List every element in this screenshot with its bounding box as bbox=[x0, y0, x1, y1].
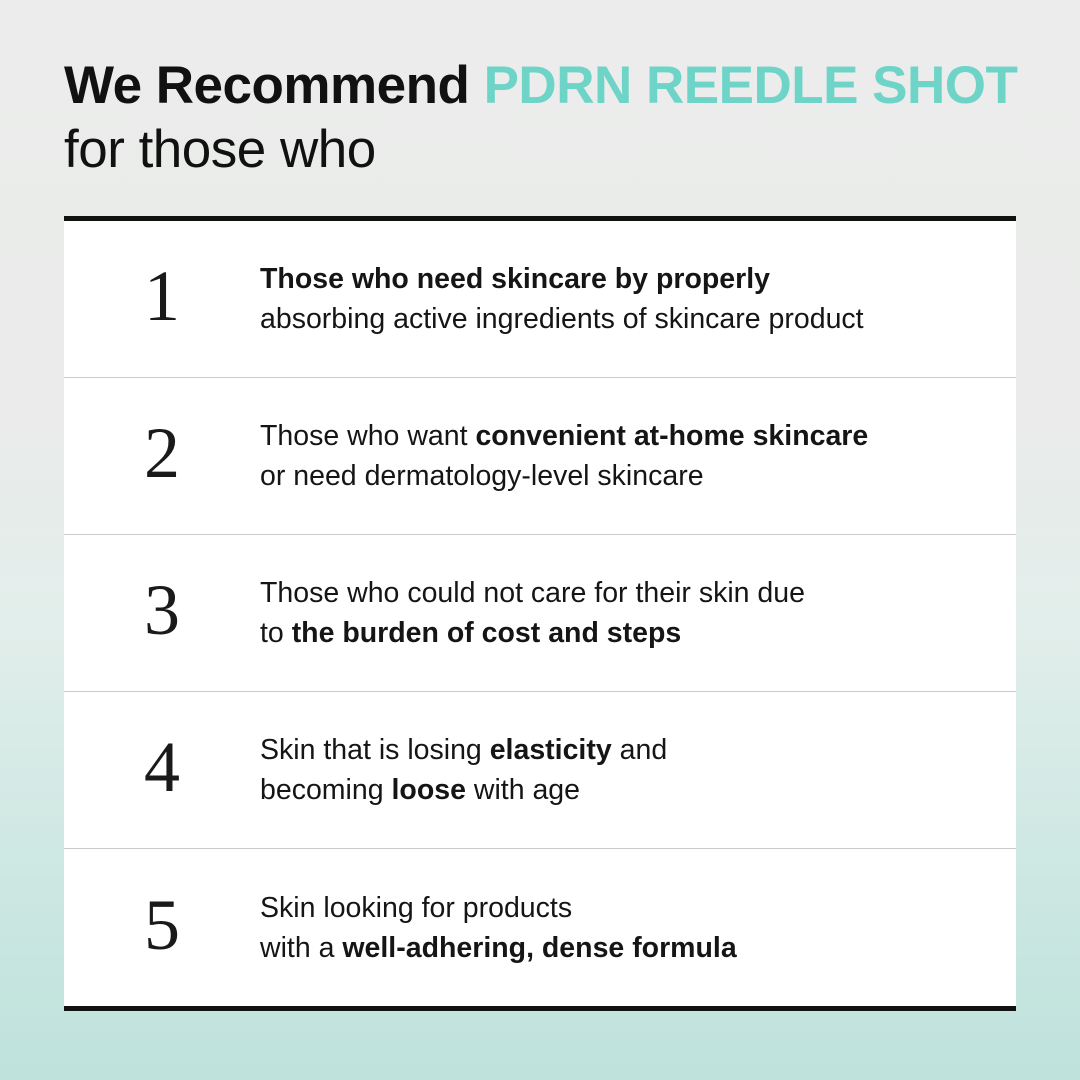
emphasis-text: well-adhering, dense formula bbox=[342, 931, 737, 964]
list-item bbox=[64, 221, 1016, 378]
list-item-line bbox=[260, 573, 992, 613]
plain-text: to bbox=[260, 617, 292, 649]
emphasis-text: elasticity bbox=[489, 734, 612, 766]
plain-text: becoming bbox=[260, 774, 392, 806]
list-item-line bbox=[260, 770, 992, 810]
plain-text: with age bbox=[465, 774, 581, 806]
list-item-line bbox=[260, 259, 992, 299]
title-accent: PDRN REEDLE SHOT bbox=[483, 56, 1018, 115]
list-item-text bbox=[260, 730, 1016, 810]
list-item bbox=[64, 692, 1016, 849]
list-item-number: 5 bbox=[144, 884, 180, 965]
list-item bbox=[64, 849, 1016, 1006]
list-item-line bbox=[260, 456, 992, 496]
plain-text: and bbox=[611, 734, 668, 766]
list-item-text bbox=[260, 416, 1016, 496]
plain-text: Those who want bbox=[260, 420, 476, 452]
page-title bbox=[64, 54, 1044, 182]
list-item-line bbox=[260, 928, 992, 968]
plain-text: Skin that is losing bbox=[260, 734, 490, 766]
list-item-line bbox=[260, 613, 992, 653]
list-item-text bbox=[260, 259, 1016, 339]
list-item bbox=[64, 378, 1016, 535]
list-item-line bbox=[260, 416, 992, 456]
list-item-number: 4 bbox=[144, 727, 180, 807]
list-item-text bbox=[260, 888, 1016, 968]
list-item-text bbox=[260, 573, 1016, 653]
list-item-line bbox=[260, 888, 992, 928]
list-item-number: 2 bbox=[144, 413, 180, 493]
list-item bbox=[64, 535, 1016, 692]
recommendation-list bbox=[64, 216, 1016, 1011]
plain-text: or need dermatology-level skincare bbox=[260, 460, 704, 492]
emphasis-text: the burden of cost and steps bbox=[291, 617, 682, 649]
plain-text: absorbing active ingredients of skincare product bbox=[260, 303, 864, 335]
plain-text: Skin looking for products bbox=[260, 891, 573, 924]
emphasis-text: loose bbox=[391, 774, 466, 806]
list-item-number: 1 bbox=[144, 256, 180, 336]
title-prefix: We Recommend bbox=[64, 56, 484, 115]
plain-text: with a bbox=[260, 931, 343, 964]
title-line-2: for those who bbox=[64, 120, 376, 179]
list-item-number: 3 bbox=[144, 570, 180, 650]
list-item-line bbox=[260, 730, 992, 770]
emphasis-text: convenient at-home skincare bbox=[475, 420, 869, 452]
emphasis-text: Those who need skincare by properly bbox=[260, 263, 770, 295]
list-item-line bbox=[260, 299, 992, 339]
title-line-1 bbox=[64, 54, 1044, 118]
plain-text: Those who could not care for their skin due bbox=[260, 577, 805, 609]
